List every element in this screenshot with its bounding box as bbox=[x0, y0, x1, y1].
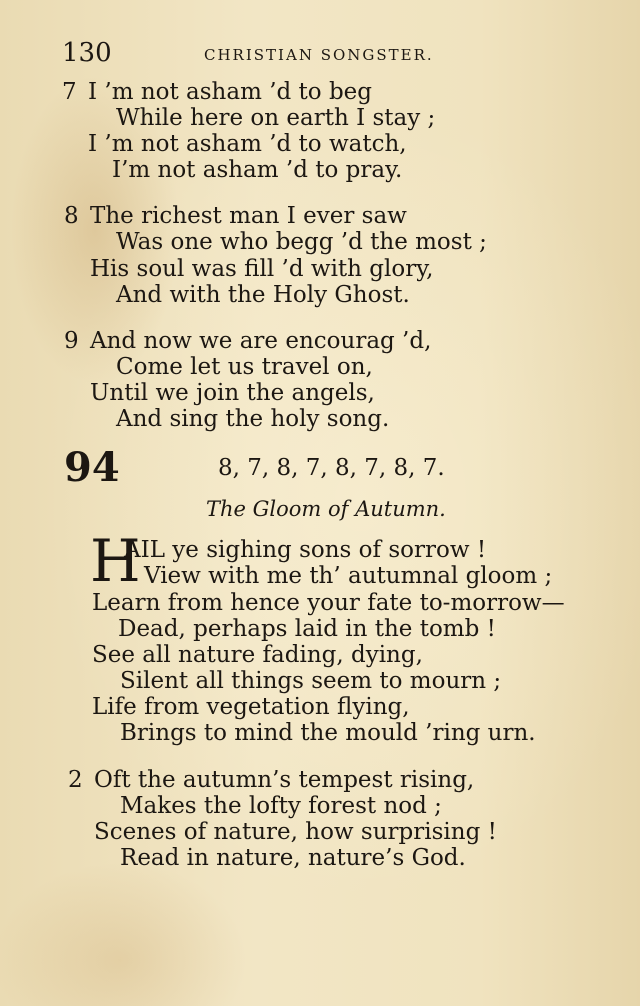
verse-line: AIL ye sighing sons of sorrow ! bbox=[124, 537, 487, 563]
stanza-number: 8 bbox=[64, 203, 79, 229]
verse-line: I ’m not asham ’d to beg bbox=[88, 79, 373, 105]
verse-line: Until we join the angels, bbox=[90, 380, 375, 406]
verse-line: Brings to mind the mould ’ring urn. bbox=[120, 720, 536, 746]
verse-line: The richest man I ever saw bbox=[90, 203, 407, 229]
verse-line: Makes the lofty forest nod ; bbox=[120, 793, 442, 819]
verse-line: And sing the holy song. bbox=[116, 406, 390, 432]
page-number: 130 bbox=[62, 38, 112, 68]
hymn-title: The Gloom of Autumn. bbox=[206, 497, 446, 521]
verse-line: His soul was fill ’d with glory, bbox=[90, 256, 434, 282]
verse-line: Was one who begg ’d the most ; bbox=[116, 229, 487, 255]
verse-line: And with the Holy Ghost. bbox=[116, 282, 410, 308]
stanza-number: 7 bbox=[62, 79, 77, 105]
verse-line: I ’m not asham ’d to watch, bbox=[88, 131, 407, 157]
running-title: CHRISTIAN SONGSTER. bbox=[204, 46, 434, 64]
verse-line: Learn from hence your fate to-morrow— bbox=[92, 590, 565, 616]
stanza-number: 2 bbox=[68, 767, 83, 793]
hymn-number: 94 bbox=[64, 444, 120, 491]
verse-line: Life from vegetation flying, bbox=[92, 694, 410, 720]
verse-line: Come let us travel on, bbox=[116, 354, 373, 380]
hymn-meter: 8, 7, 8, 7, 8, 7, 8, 7. bbox=[218, 455, 445, 481]
verse-line: See all nature fading, dying, bbox=[92, 642, 423, 668]
verse-line: Silent all things seem to mourn ; bbox=[120, 668, 502, 694]
verse-line: While here on earth I stay ; bbox=[116, 105, 436, 131]
verse-line: I’m not asham ’d to pray. bbox=[112, 157, 403, 183]
verse-line: View with me th’ autumnal gloom ; bbox=[144, 563, 553, 589]
verse-line: And now we are encourag ’d, bbox=[90, 328, 432, 354]
verse-line: Scenes of nature, how surprising ! bbox=[94, 819, 497, 845]
verse-line: Oft the autumn’s tempest rising, bbox=[94, 767, 475, 793]
verse-line: Read in nature, nature’s God. bbox=[120, 845, 466, 871]
drop-cap: H bbox=[90, 527, 141, 595]
verse-line: Dead, perhaps laid in the tomb ! bbox=[118, 616, 496, 642]
stanza-number: 9 bbox=[64, 328, 79, 354]
